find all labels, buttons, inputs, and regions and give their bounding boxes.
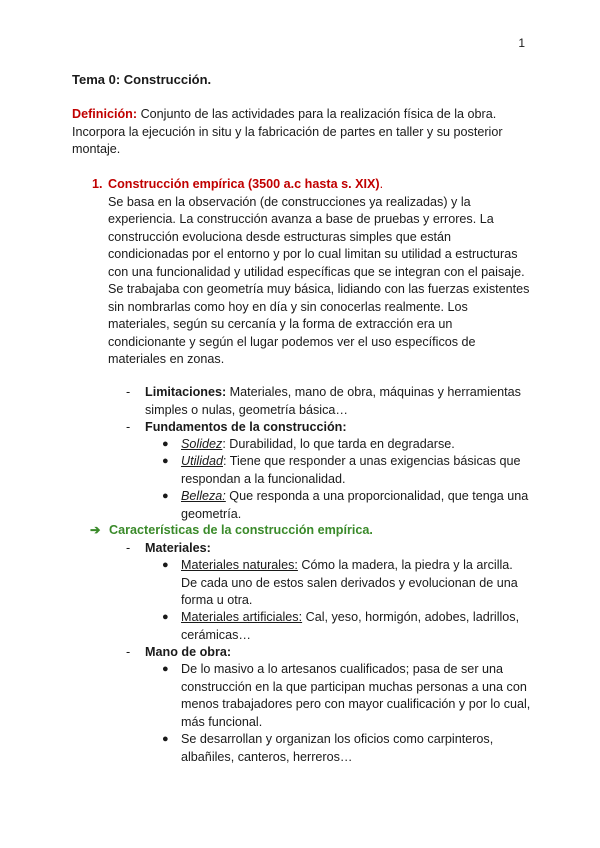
bullet-icon: ● [162, 490, 169, 502]
materiales-item [126, 540, 526, 558]
mano-obra-bullet-2 [162, 731, 532, 766]
materiales-label: Materiales: [145, 541, 211, 555]
bullet-icon: ● [162, 559, 169, 571]
dash-marker: - [126, 645, 131, 659]
section-1-heading-text: Construcción empírica (3500 a.c hasta s. XIX) [108, 177, 380, 191]
materiales-naturales-text: Cómo la madera, la piedra y la arcilla. De cada uno de estos salen derivados y evolucionan de una forma u otra. [181, 558, 518, 607]
definition-label: Definición: [72, 107, 138, 121]
mano-obra-item [126, 644, 526, 662]
section-1-paragraph-1: Se basa en la observación (de construcciones ya realizadas) y la experiencia. La construcción avanza a base de pruebas y errores. La construcción evoluciona desde estructuras simples que están condicionadas por el entorno y por lo cual limitan su utilidad a estructuras con una funcionalidad y utilidad específicas que se integran con el paisaje. [108, 194, 525, 279]
fundamentos-bullet-2 [162, 453, 532, 488]
fundamentos-bullet-1 [162, 436, 532, 454]
section-1 [92, 176, 532, 369]
limitaciones-item [126, 384, 526, 419]
definition-text: Conjunto de las actividades para la realización física de la obra. Incorpora la ejecución in situ y la fabricación de partes en taller y su posterior montaje. [72, 107, 503, 156]
bullet-icon: ● [162, 733, 169, 745]
page-title: Tema 0: Construcción. [72, 72, 212, 87]
utilidad-term: Utilidad [181, 454, 223, 468]
mano-obra-text-1: De lo masivo a lo artesanos cualificados; pasa de ser una construcción en la que participan muchas personas a una con menos trabajadores pero con mayor cualificación y por lo cual, más funcional. [181, 662, 531, 729]
solidez-text: : Durabilidad, lo que tarda en degradarse. [222, 437, 455, 451]
bullet-icon: ● [162, 663, 169, 675]
section-1-heading [108, 176, 532, 194]
bullet-icon: ● [162, 455, 169, 467]
materiales-bullet-1 [162, 557, 532, 610]
section-1-number: 1. [92, 177, 103, 191]
mano-obra-bullet-1 [162, 661, 532, 731]
arrow-right-icon: ➔ [90, 523, 101, 537]
materiales-artificiales-text: Cal, yeso, hormigón, adobes, ladrillos, cerámicas… [181, 610, 520, 642]
section-1-heading-end: . [379, 177, 384, 191]
belleza-term: Belleza: [181, 489, 226, 503]
dash-marker: - [126, 541, 131, 555]
page-number: 1 [518, 36, 525, 50]
mano-obra-label: Mano de obra: [145, 645, 232, 659]
materiales-bullet-2 [162, 609, 532, 644]
section-1-paragraph-2: Se trabajaba con geometría muy básica, lidiando con las fuerzas existentes sin nombrarlas como hoy en día y sin conocerlas realmente. Los materiales, según su cercanía y la forma de extracción era un condicionante y según el lugar podemos ver el uso específicos de materiales en zonas. [108, 282, 530, 366]
bullet-icon: ● [162, 611, 169, 623]
caracteristicas-heading [90, 522, 530, 540]
utilidad-text: : Tiene que responder a unas exigencias básicas que respondan a la funcionalidad. [181, 454, 521, 486]
limitaciones-label: Limitaciones: [145, 385, 227, 399]
definition-paragraph [72, 106, 532, 159]
belleza-text: Que responda a una proporcionalidad, que tenga una geometría. [181, 489, 529, 521]
fundamentos-item [126, 419, 526, 437]
bullet-icon: ● [162, 438, 169, 450]
dash-marker: - [126, 420, 131, 434]
fundamentos-label: Fundamentos de la construcción: [145, 420, 347, 434]
materiales-artificiales-term: Materiales artificiales: [181, 610, 303, 624]
limitaciones-text: Materiales, mano de obra, máquinas y herramientas simples o nulas, geometría básica… [145, 385, 521, 417]
dash-marker: - [126, 385, 131, 399]
caracteristicas-heading-text: Características de la construcción empírica. [109, 523, 373, 537]
fundamentos-bullet-3 [162, 488, 532, 523]
mano-obra-text-2: Se desarrollan y organizan los oficios como carpinteros, albañiles, canteros, herreros… [181, 732, 494, 764]
materiales-naturales-term: Materiales naturales: [181, 558, 298, 572]
solidez-term: Solidez [181, 437, 223, 451]
